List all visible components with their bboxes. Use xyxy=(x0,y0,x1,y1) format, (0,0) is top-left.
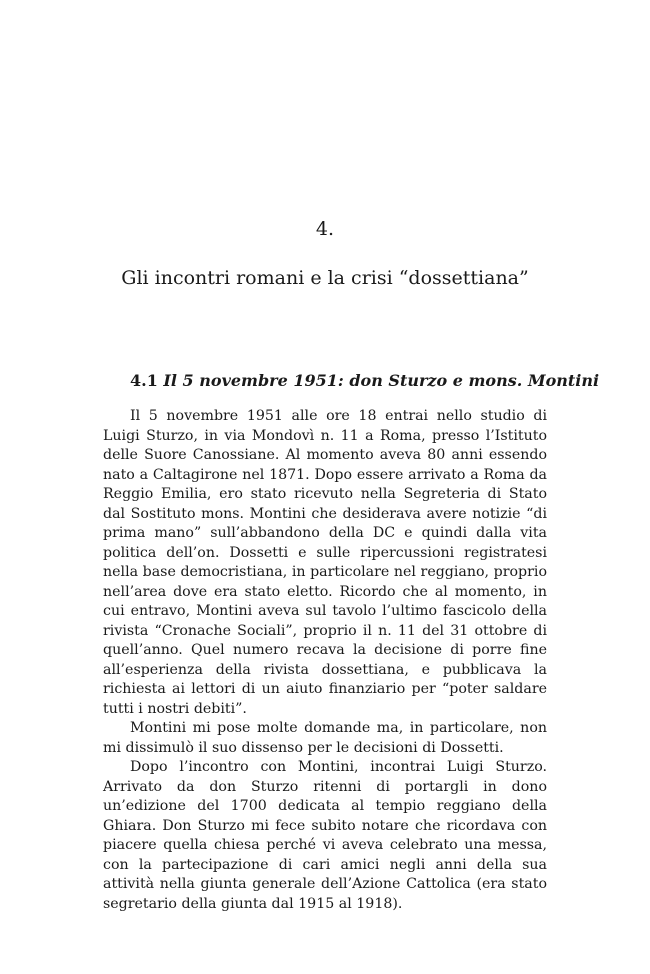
chapter-number: 4. xyxy=(315,218,335,240)
paragraph: Montini mi pose molte domande ma, in particolare, non mi dissimulò il suo dissenso per le decisioni di Dossetti. xyxy=(103,720,547,756)
paragraph: Il 5 novembre 1951 alle ore 18 entrai nello studio di Luigi Sturzo, in via Mondovì n. 11 a Roma, presso l’Istituto delle Suore Canossiane. Al momento aveva 80 anni essendo nato a Caltagirone nel 1871. Dopo essere arrivato a Roma da Reggio Emilia, ero stato ricevuto nella Segreteria di Stato dal Sostituto mons. Montini che desiderava avere notizie “di prima mano” sull’abbandono della DC e quindi dalla vita politica dell’on. Dossetti e sulle ripercussioni registratesi nella base democristiana, in particolare nel reggiano, proprio nell’area dove era stato eletto. Ricordo che al momento, in cui entravo, Montini aveva sul tavolo l’ultimo fascicolo della rivista “Cronache Sociali”, proprio il n. 11 del 31 ottobre di quell’anno. Quel numero recava la decisione di porre fine all’esperienza della rivista dossettiana, e pubblicava la richiesta ai lettori di un aiuto finanziario per “poter saldare tutti i nostri debiti”. xyxy=(103,408,547,717)
section-heading xyxy=(130,371,599,390)
paragraph: Dopo l’incontro con Montini, incontrai Luigi Sturzo. Arrivato da don Sturzo ritenni di portargli in dono un’edizione del 1700 dedicata al tempio reggiano della Ghiara. Don Sturzo mi fece subito notare che ricordava con piacere quella chiesa perché vi aveva celebrato una messa, con la partecipazione di cari amici negli anni della sua attività nella giunta generale dell’Azione Cattolica (era stato segretario della giunta dal 1915 al 1918). xyxy=(103,759,547,912)
section-number: 4.1 xyxy=(130,371,158,390)
body-text xyxy=(103,407,547,914)
chapter-title: Gli incontri romani e la crisi “dossettiana” xyxy=(121,267,529,289)
section-title: Il 5 novembre 1951: don Sturzo e mons. Montini xyxy=(163,371,600,390)
